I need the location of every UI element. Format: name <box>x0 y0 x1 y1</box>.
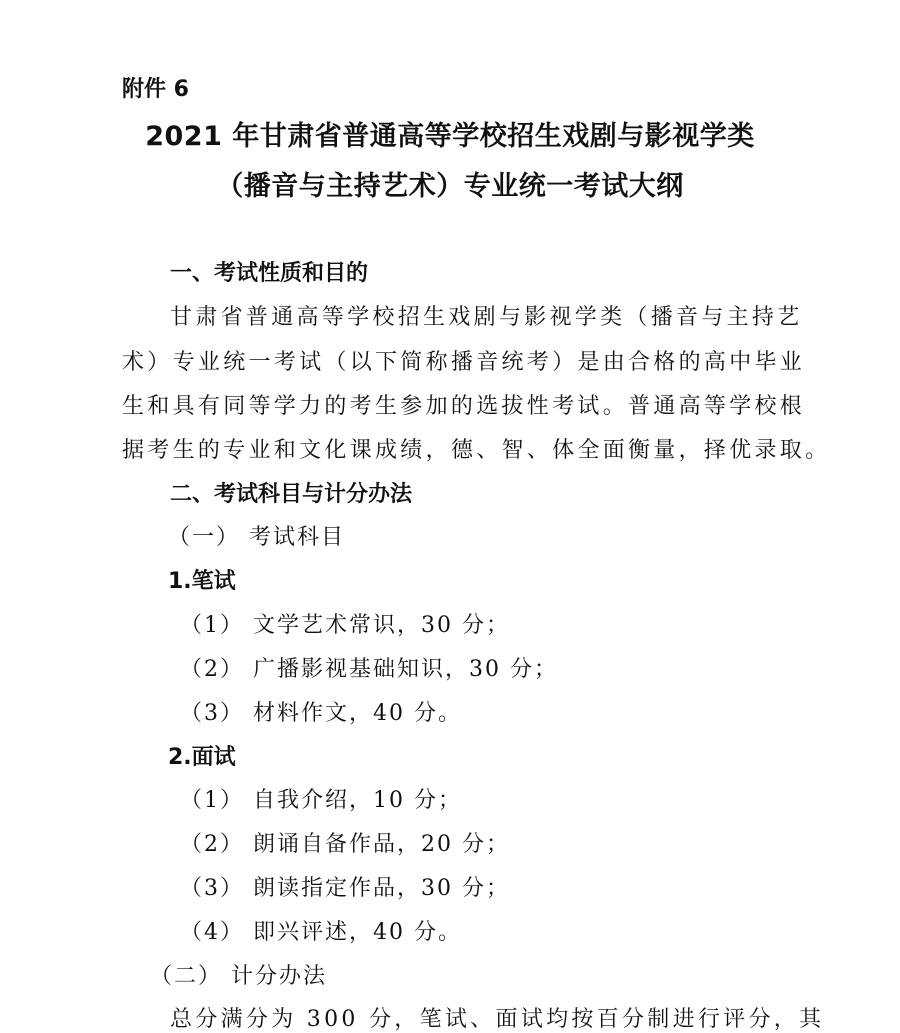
written-exam-item: （1） 文学艺术常识，30 分； <box>180 613 510 638</box>
interview-label: 2.面试 <box>168 745 236 770</box>
section-1-paragraph-line: 生和具有同等学力的考生参加的选拔性考试。普通高等学校根 <box>122 394 806 419</box>
document-title-line-2: （播音与主持艺术）专业统一考试大纲 <box>216 171 684 202</box>
written-exam-item: （3） 材料作文，40 分。 <box>180 701 462 726</box>
interview-item: （2） 朗诵自备作品，20 分； <box>180 832 510 857</box>
written-exam-item: （2） 广播影视基础知识，30 分； <box>180 657 558 682</box>
section-1-heading: 一、考试性质和目的 <box>170 261 369 286</box>
interview-item: （3） 朗读指定作品，30 分； <box>180 876 510 901</box>
document-title-line-1: 2021 年甘肃省普通高等学校招生戏剧与影视学类 <box>145 121 755 152</box>
subsection-scoring-heading: （二） 计分办法 <box>150 964 327 989</box>
section-2-heading: 二、考试科目与计分办法 <box>170 482 413 507</box>
attachment-label: 附件 6 <box>122 77 189 102</box>
section-1-paragraph-line: 术）专业统一考试（以下简称播音统考）是由合格的高中毕业 <box>122 350 806 375</box>
written-exam-label: 1.笔试 <box>168 569 236 594</box>
interview-item: （4） 即兴评述，40 分。 <box>180 920 462 945</box>
scoring-paragraph-line: 总分满分为 300 分，笔试、面试均按百分制进行评分，其 <box>170 1007 825 1032</box>
interview-item: （1） 自我介绍，10 分； <box>180 788 462 813</box>
section-1-paragraph-line: 据考生的专业和文化课成绩，德、智、体全面衡量，择优录取。 <box>122 438 831 463</box>
subsection-exam-subjects-heading: （一） 考试科目 <box>168 525 345 550</box>
section-1-paragraph-line: 甘肃省普通高等学校招生戏剧与影视学类（播音与主持艺 <box>170 305 803 330</box>
